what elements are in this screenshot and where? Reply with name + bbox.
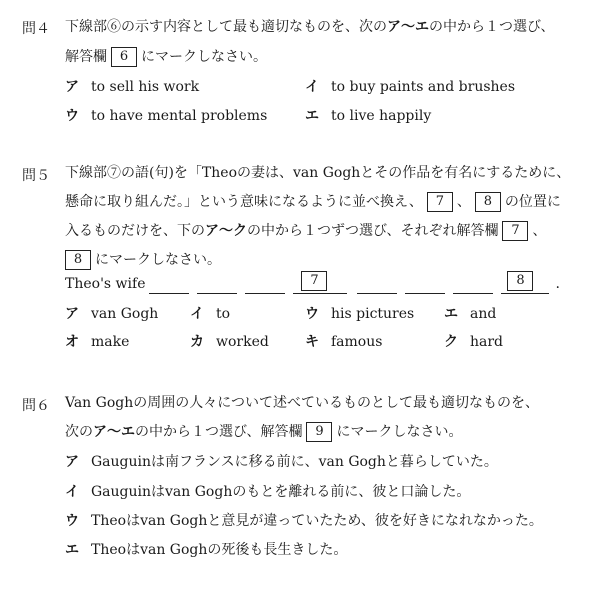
- question-4-line-2: [65, 47, 267, 67]
- q4-option-u-kana: ウ: [65, 108, 79, 124]
- answer-box-7[interactable]: 7: [427, 192, 453, 212]
- q5-option-ki-text: famous: [331, 334, 383, 350]
- q5-line3-choice-range: ア〜ク: [205, 223, 247, 239]
- q6-option-e-text: Theoはvan Goghの死後も長生きした。: [91, 542, 348, 558]
- question-4-number: 問４: [22, 21, 50, 37]
- answer-box-8[interactable]: 8: [475, 192, 501, 212]
- q6-option-i[interactable]: [65, 482, 470, 502]
- q6-line2-pre: 次の: [65, 424, 93, 440]
- q4-option-a-kana: ア: [65, 79, 79, 95]
- question-5-line-1: [65, 163, 570, 183]
- q5-option-e-text: and: [470, 306, 497, 322]
- answer-box-6[interactable]: 6: [111, 47, 137, 67]
- q5-option-a[interactable]: [65, 304, 158, 324]
- q4-line1-end: の中から１つ選び、: [429, 19, 555, 35]
- q6-option-e[interactable]: [65, 540, 347, 560]
- q6-option-i-kana: イ: [65, 484, 79, 500]
- q5-line3-post: の中から１つずつ選び、それぞれ解答欄: [247, 223, 499, 239]
- blank-4[interactable]: [293, 273, 347, 294]
- q6-option-a-text: Gauguinは南フランスに移る前に、van Goghと暮らしていた。: [91, 454, 498, 470]
- q5-option-a-text: van Gogh: [91, 306, 159, 322]
- q5-line4-post: にマークしなさい。: [95, 252, 221, 268]
- q5-option-o-text: make: [91, 334, 130, 350]
- blank-6[interactable]: [405, 279, 445, 294]
- q5-option-ka[interactable]: [190, 332, 269, 352]
- q6-line2-mid: の中から１つ選び、解答欄: [135, 424, 303, 440]
- q4-option-u[interactable]: [65, 106, 267, 126]
- q4-option-a[interactable]: [65, 77, 199, 97]
- q4-option-e-kana: エ: [305, 108, 319, 124]
- q5-option-i-kana: イ: [190, 306, 204, 322]
- q4-option-i-text: to buy paints and brushes: [331, 79, 516, 95]
- sentence-box-7[interactable]: 7: [301, 271, 327, 291]
- q5-line3-end: 、: [532, 223, 547, 239]
- q4-line2-pre: 解答欄: [65, 49, 107, 65]
- q5-option-ka-kana: カ: [190, 334, 204, 350]
- q5-option-u-kana: ウ: [305, 306, 319, 322]
- q5-line2-pre: 懸命に取り組んだ。」という意味になるように並べ換え、: [65, 194, 423, 210]
- q4-line2-post: にマークしなさい。: [141, 49, 267, 65]
- blank-5[interactable]: [357, 279, 397, 294]
- answer-box-8-ref[interactable]: 8: [65, 250, 91, 270]
- q5-option-ku-text: hard: [470, 334, 504, 350]
- q5-option-ku-kana: ク: [444, 334, 458, 350]
- question-6-line-1: [65, 393, 539, 413]
- sentence-box-8[interactable]: 8: [507, 271, 533, 291]
- question-5-line-3: [65, 221, 546, 241]
- q5-option-e-kana: エ: [444, 306, 458, 322]
- q4-line1-choice-range: ア〜エ: [387, 19, 429, 35]
- q5-option-ki-kana: キ: [305, 334, 319, 350]
- q4-option-a-text: to sell his work: [91, 79, 200, 95]
- q4-option-e-text: to live happily: [331, 108, 432, 124]
- q5-line1-text: 下線部⑦の語(句)を「Theoの妻は、van Goghとその作品を有名にするために、: [65, 165, 571, 181]
- blank-7[interactable]: [453, 279, 493, 294]
- blank-2[interactable]: [197, 279, 237, 294]
- q5-option-o-kana: オ: [65, 334, 79, 350]
- q4-option-u-text: to have mental problems: [91, 108, 268, 124]
- q5-option-ki[interactable]: [305, 332, 382, 352]
- q4-option-i[interactable]: [305, 77, 515, 97]
- q6-option-a-kana: ア: [65, 454, 79, 470]
- question-5-number: 問５: [22, 168, 50, 184]
- q5-option-i[interactable]: [190, 304, 230, 324]
- q6-option-a[interactable]: [65, 452, 498, 472]
- question-5-line-4: [65, 250, 221, 270]
- q6-line2-choice-range: ア〜エ: [93, 424, 135, 440]
- blank-3[interactable]: [245, 279, 285, 294]
- q6-option-u-text: Theoはvan Goghと意見が違っていたため、彼を好きになれなかった。: [91, 513, 543, 529]
- q5-option-u[interactable]: [305, 304, 414, 324]
- q5-sentence: [65, 274, 560, 294]
- q6-line1-text: Van Goghの周囲の人々について述べているものとして最も適切なものを、: [65, 395, 539, 411]
- q6-option-e-kana: エ: [65, 542, 79, 558]
- q5-line2-sep: 、: [456, 194, 471, 210]
- q6-option-u-kana: ウ: [65, 513, 79, 529]
- blank-1[interactable]: [149, 279, 189, 294]
- question-6-line-2: [65, 422, 462, 442]
- answer-box-9[interactable]: 9: [306, 422, 332, 442]
- question-5-line-2: [65, 192, 561, 212]
- question-4-line-1: [65, 17, 554, 37]
- q5-option-e[interactable]: [444, 304, 496, 324]
- q5-sentence-period: .: [555, 276, 560, 292]
- q5-line3-pre: 入るものだけを、下の: [65, 223, 205, 239]
- question-6-number: 問６: [22, 398, 50, 414]
- q4-option-e[interactable]: [305, 106, 431, 126]
- q5-option-u-text: his pictures: [331, 306, 415, 322]
- q5-option-a-kana: ア: [65, 306, 79, 322]
- blank-8[interactable]: [501, 273, 549, 294]
- q5-sentence-start: Theo's wife: [65, 276, 146, 292]
- q6-option-u[interactable]: [65, 511, 543, 531]
- q5-option-i-text: to: [216, 306, 231, 322]
- q4-option-i-kana: イ: [305, 79, 319, 95]
- q5-option-o[interactable]: [65, 332, 129, 352]
- q4-line1-text: 下線部⑥の示す内容として最も適切なものを、次の: [65, 19, 387, 35]
- answer-box-7-ref[interactable]: 7: [502, 221, 528, 241]
- q6-option-i-text: Gauguinはvan Goghのもとを離れる前に、彼と口論した。: [91, 484, 471, 500]
- q6-line2-post: にマークしなさい。: [336, 424, 463, 440]
- q5-option-ka-text: worked: [216, 334, 269, 350]
- q5-option-ku[interactable]: [444, 332, 503, 352]
- q5-line2-post: の位置に: [504, 194, 561, 210]
